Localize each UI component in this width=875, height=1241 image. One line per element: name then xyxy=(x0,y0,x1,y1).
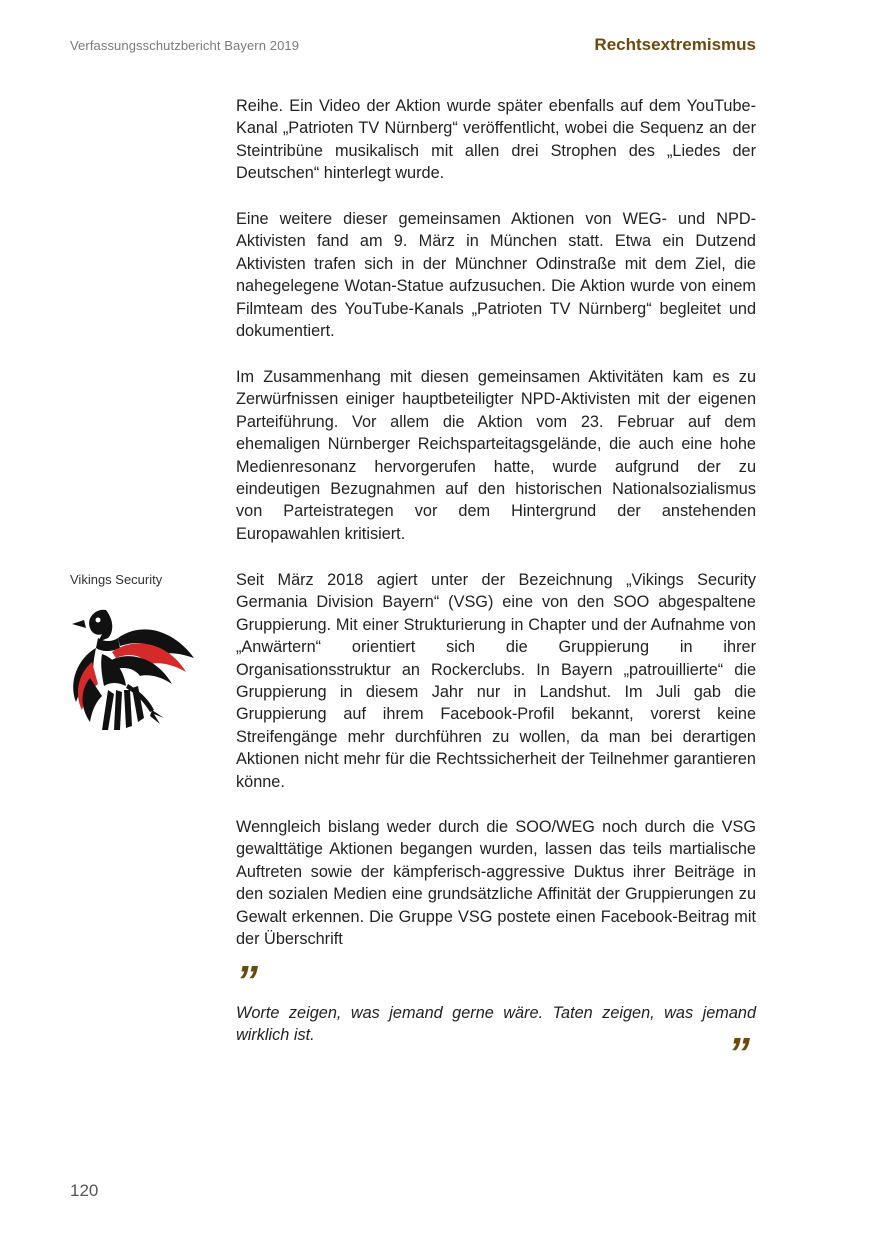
paragraph-text: Wenngleich bislang weder durch die SOO/WEG noch durch die VSG gewalttätige Aktionen begangen wurden, lassen das teils martialische Auftreten sowie der kämpferisch-aggressive Duktus ihrer Beiträge in den sozialen Medien eine grundsätzliche Affinität der Gruppierungen zu Gewalt erkennen. Die Gruppe VSG postete einen Facebook-Beitrag mit der Überschrift xyxy=(236,818,756,949)
quote-text: Worte zeigen, was jemand gerne wäre. Taten zeigen, was jemand wirklich ist. xyxy=(236,1004,756,1045)
paragraph-text: Im Zusammenhang mit diesen gemeinsamen Aktivitäten kam es zu Zerwürfnissen einiger hauptbeteiligter NPD-Aktivisten mit der eigenen Parteiführung. Vor allem die Aktion vom 23. Februar auf dem ehemaligen Nürnberger Reichsparteitagsgelände, die auch eine hohe Medienresonanz hervorgerufen hatte, wurde aufgrund der zu eindeutigen Bezugnahmen auf den historischen Nationalsozialismus von Parteistrategen vor dem Hintergrund der anstehenden Europawahlen kritisiert. xyxy=(236,368,756,543)
raven-logo-icon xyxy=(68,598,208,738)
paragraph-4 xyxy=(236,569,756,793)
paragraph-2 xyxy=(236,208,756,342)
running-header-title: Verfassungsschutzbericht Bayern 2019 xyxy=(70,38,300,53)
paragraph-text: Eine weitere dieser gemeinsamen Aktionen von WEG- und NPD-Aktivisten fand am 9. März in München statt. Etwa ein Dutzend Aktivisten trafen sich in der Münchner Odinstraße mit dem Ziel, die nahegelegene Wotan-Statue aufzusuchen. Die Aktion wurde von einem Filmteam des YouTube-Kanals „Patrioten TV Nürnberg“ begleitet und dokumentiert. xyxy=(236,210,756,341)
paragraph-3 xyxy=(236,366,756,545)
paragraph-5 xyxy=(236,816,756,950)
quote-close-mark: ” xyxy=(728,1029,748,1078)
page-number: 120 xyxy=(70,1181,99,1200)
paragraph-text: Reihe. Ein Video der Aktion wurde später ebenfalls auf dem YouTube-Kanal „Patrioten TV Nürnberg“ veröffentlicht, wobei die Sequenz an der Steintribüne musikalisch mit allen drei Strophen des „Liedes der Deutschen“ hinterlegt wurde. xyxy=(236,97,756,183)
paragraph-1 xyxy=(236,95,756,185)
margin-label-vikings-security: Vikings Security xyxy=(70,572,163,587)
paragraph-text: Seit März 2018 agiert unter der Bezeichnung „Vikings Security Germania Division Bayern“ (VSG) eine von den SOO abgespaltene Gruppierung. Mit einer Strukturierung in Chapter und der Aufnahme von „Anwärtern“ orientiert sich die Gruppierung in ihrer Organisationsstruktur an Rockerclubs. In Bayern „patrouillierte“ die Gruppierung in diesem Jahr nur in Landshut. Im Juli gab die Gruppierung auf ihrem Facebook-Profil bekannt, vorerst keine Streifengänge mehr durchführen zu wollen, da man bei derartigen Aktionen nicht mehr für die Rechtssicherheit der Teilnehmer garantieren könne. xyxy=(236,571,756,791)
section-title: Rechtsextremismus xyxy=(594,35,756,54)
quote-open-mark: ” xyxy=(236,957,256,1006)
